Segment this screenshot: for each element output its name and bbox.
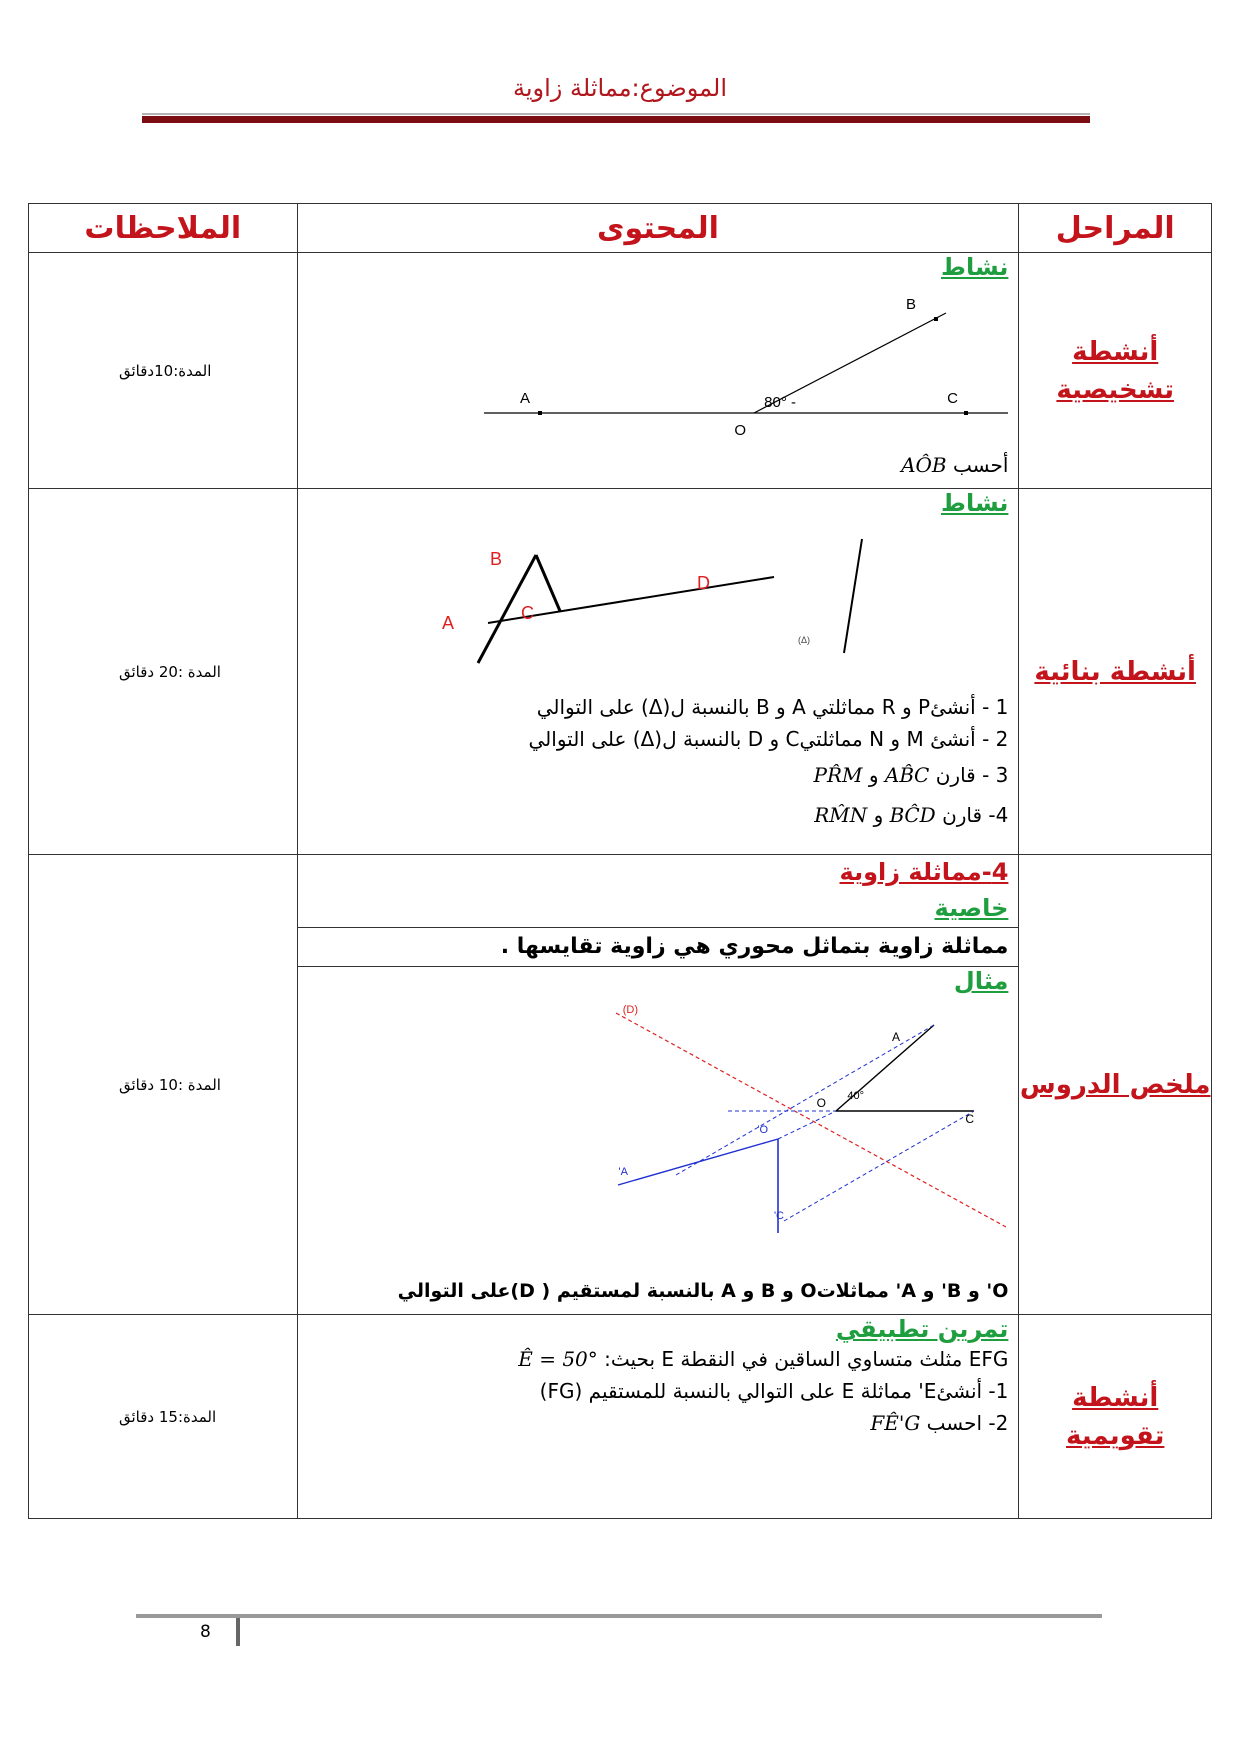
label-o: O: [816, 1096, 826, 1110]
angle-rmn: RM̂N: [814, 803, 868, 827]
duration-note: المدة:10دقائق: [29, 253, 298, 489]
label-c: C: [946, 390, 958, 407]
example-tag: مثال: [953, 967, 1009, 995]
instruction-line-2: 2 - أنشئ M و N مماثلتيC و D بالنسبة ل(Δ) على التوالي: [528, 727, 1009, 751]
exercise-line-1: [298, 1343, 1019, 1375]
property-statement: مماثلة زاوية بتماثل محوري هي زاوية تقايسها .: [298, 927, 1019, 967]
col-notes-header: الملاحظات: [29, 204, 298, 253]
exercise-line-3: [298, 1407, 1019, 1439]
col-content-header: المحتوى: [297, 204, 1019, 253]
footer-rule: [136, 1614, 1102, 1618]
lesson-table: [28, 203, 1212, 1519]
label-angle: - 80°: [763, 394, 796, 411]
section-title: 4-مماثلة زاوية: [839, 858, 1009, 886]
header-rule-thin: [142, 113, 1090, 115]
content-cell: [297, 855, 1019, 1315]
and-text: و: [868, 763, 879, 787]
activity-tag: نشاط: [941, 489, 1009, 517]
header-rule: [142, 116, 1090, 123]
link-a: [676, 1025, 934, 1175]
angle-figure: [298, 289, 1016, 449]
label-a2: A': [618, 1166, 628, 1178]
label-c2: C': [773, 1210, 784, 1222]
table-row: [29, 253, 1212, 489]
and-text: و: [873, 803, 884, 827]
angle-prm: PR̂M: [813, 763, 863, 787]
footer-bar: [236, 1618, 240, 1646]
symmetry-figure: [298, 995, 1016, 1245]
ray-o2a2: [618, 1139, 778, 1185]
angle-fe2g: FÊ'G: [870, 1411, 921, 1435]
exercise-line-2: 1- أنشئE' مماثلة E على التوالي بالنسبة للمستقيم (FG): [539, 1379, 1009, 1403]
label-a: A: [891, 1030, 900, 1044]
triangle-figure: [298, 529, 1016, 679]
axis-d: [616, 1013, 1006, 1227]
line-delta: [844, 539, 862, 653]
duration-note: المدة :20 دقائق: [29, 489, 298, 855]
point-a: [538, 411, 542, 415]
example-caption: O' و B' و A' مماثلاتO و B و A بالنسبة لمستقيم ( D)على التوالي: [397, 1280, 1009, 1302]
table-header-row: [29, 204, 1212, 253]
table-row: [29, 1315, 1212, 1519]
label-c: C: [964, 1112, 974, 1126]
label-a: A: [441, 613, 454, 633]
label-c: C: [520, 603, 534, 623]
content-cell: [297, 489, 1019, 855]
instruction-line-1: 1 - أنشئP و R مماثلتي A و B بالنسبة ل(Δ) على التوالي: [536, 695, 1009, 719]
content-cell: [297, 1315, 1019, 1519]
table-row: [29, 489, 1212, 855]
link-o: [778, 1111, 836, 1139]
compare-text: 4- قارن: [942, 803, 1009, 827]
angle-e-value: Ê = 50°: [518, 1347, 598, 1371]
stage-diagnostic: أنشطة تشخيصية: [1019, 253, 1212, 489]
stage-evaluation: أنشطة تقويمية: [1019, 1315, 1212, 1519]
label-a: A: [519, 390, 530, 407]
stage-summary: ملخص الدروس: [1019, 855, 1212, 1315]
compare-text: 3 - قارن: [935, 763, 1009, 787]
link-c: [784, 1111, 974, 1221]
col-stages-header: المراحل: [1019, 204, 1212, 253]
page-number: 8: [200, 1622, 211, 1642]
stage-constructive: أنشطة بنائية: [1019, 489, 1212, 855]
angle-bcd: BĈD: [889, 803, 936, 827]
page-title: الموضوع:مماثلة زاوية: [513, 74, 727, 102]
point-c: [964, 411, 968, 415]
label-o2: O': [756, 1124, 768, 1136]
compute-text: 2- احسب: [926, 1411, 1009, 1435]
task-text: أحسب: [952, 453, 1009, 477]
task-line: [901, 449, 1018, 481]
instruction-line-4: [814, 799, 1018, 831]
label-angle: 40°: [846, 1090, 864, 1102]
exercise-tag: تمرين تطبيقي: [835, 1315, 1009, 1343]
duration-note: المدة :10 دقائق: [29, 855, 298, 1315]
instruction-line-3: [814, 759, 1019, 791]
activity-tag: نشاط: [941, 253, 1009, 281]
exercise-statement: EFG مثلث متساوي الساقين في النقطة E بحيث:: [604, 1347, 1009, 1371]
label-b: B: [489, 549, 502, 569]
label-d: (D): [622, 1004, 638, 1016]
label-o: O: [733, 422, 746, 439]
point-b: [934, 317, 938, 321]
table-row: [29, 855, 1212, 1315]
segment-bc: [536, 555, 560, 611]
task-math: AÔB: [901, 453, 947, 477]
property-tag: خاصية: [934, 894, 1009, 922]
label-d: D: [696, 573, 710, 593]
label-b: B: [905, 296, 916, 313]
content-cell: [297, 253, 1019, 489]
label-delta: (Δ): [797, 635, 810, 645]
angle-abc: AB̂C: [884, 763, 930, 787]
duration-note: المدة:15 دقائق: [29, 1315, 298, 1519]
